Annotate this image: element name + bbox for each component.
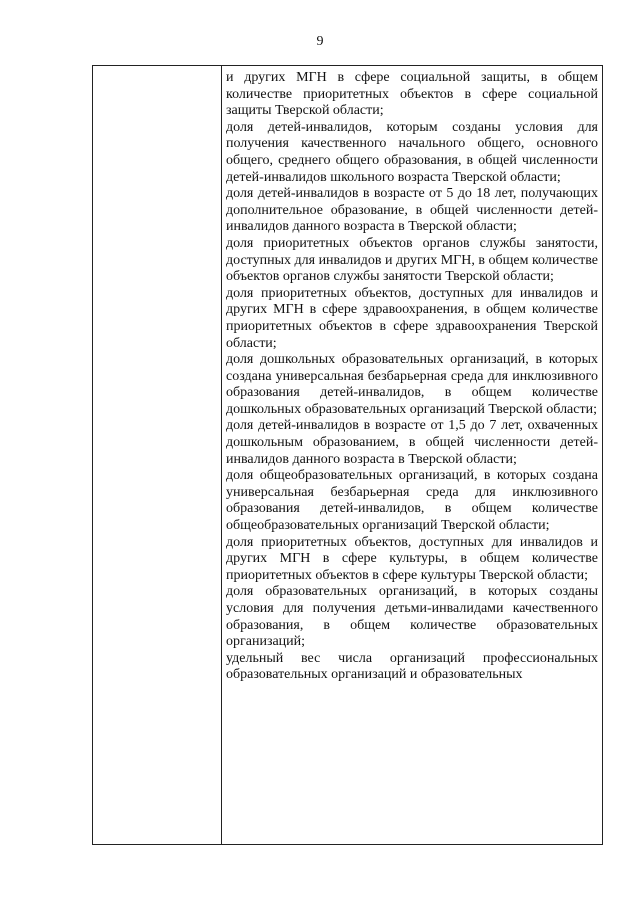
indicator-paragraph: доля детей-инвалидов, которым созданы условия для получения качественного начального общего, основного общего, среднего общего образования, в общей численности детей-инвалидов школьного возраста Тверской области; bbox=[226, 119, 598, 185]
document-table bbox=[92, 65, 603, 845]
indicator-paragraph: доля образовательных организаций, в которых созданы условия для получения детьми-инвалидами качественного образования, в общем количестве образовательных организаций; bbox=[226, 584, 598, 650]
indicator-paragraph: доля приоритетных объектов органов службы занятости, доступных для инвалидов и других МГН, в общем количестве объектов органов службы занятости Тверской области; bbox=[226, 235, 598, 285]
indicator-paragraph: и других МГН в сфере социальной защиты, в общем количестве приоритетных объектов в сфере социальной защиты Тверской области; bbox=[226, 70, 598, 119]
table-right-column bbox=[226, 70, 598, 684]
page-number: 9 bbox=[316, 34, 324, 49]
indicator-paragraph: доля общеобразовательных организаций, в которых создана универсальная безбарьерная среда для инклюзивного образования детей-инвалидов, в общем количестве общеобразовательных организаций Тверской области; bbox=[226, 468, 598, 534]
table-left-column bbox=[93, 66, 222, 844]
indicator-paragraph: доля детей-инвалидов в возрасте от 5 до 18 лет, получающих дополнительное образование, в общей численности детей-инвалидов данного возраста в Тверской области; bbox=[226, 186, 598, 235]
indicator-paragraph: доля приоритетных объектов, доступных для инвалидов и других МГН в сфере культуры, в общем количестве приоритетных объектов в сфере культуры Тверской области; bbox=[226, 534, 598, 583]
indicator-paragraph: удельный вес числа организаций профессиональных образовательных организаций и образовательных bbox=[226, 650, 598, 683]
indicator-paragraph: доля дошкольных образовательных организаций, в которых создана универсальная безбарьерная среда для инклюзивного образования детей-инвалидов, в общем количестве дошкольных образовательных организаций Тверской области; bbox=[226, 352, 598, 417]
indicator-paragraph: доля приоритетных объектов, доступных для инвалидов и других МГН в сфере здравоохранения, в общем количестве приоритетных объектов в сфере здравоохранения Тверской области; bbox=[226, 285, 598, 351]
indicator-paragraph: доля детей-инвалидов в возрасте от 1,5 до 7 лет, охваченных дошкольным образованием, в общей численности детей-инвалидов данного возраста в Тверской области; bbox=[226, 418, 598, 467]
